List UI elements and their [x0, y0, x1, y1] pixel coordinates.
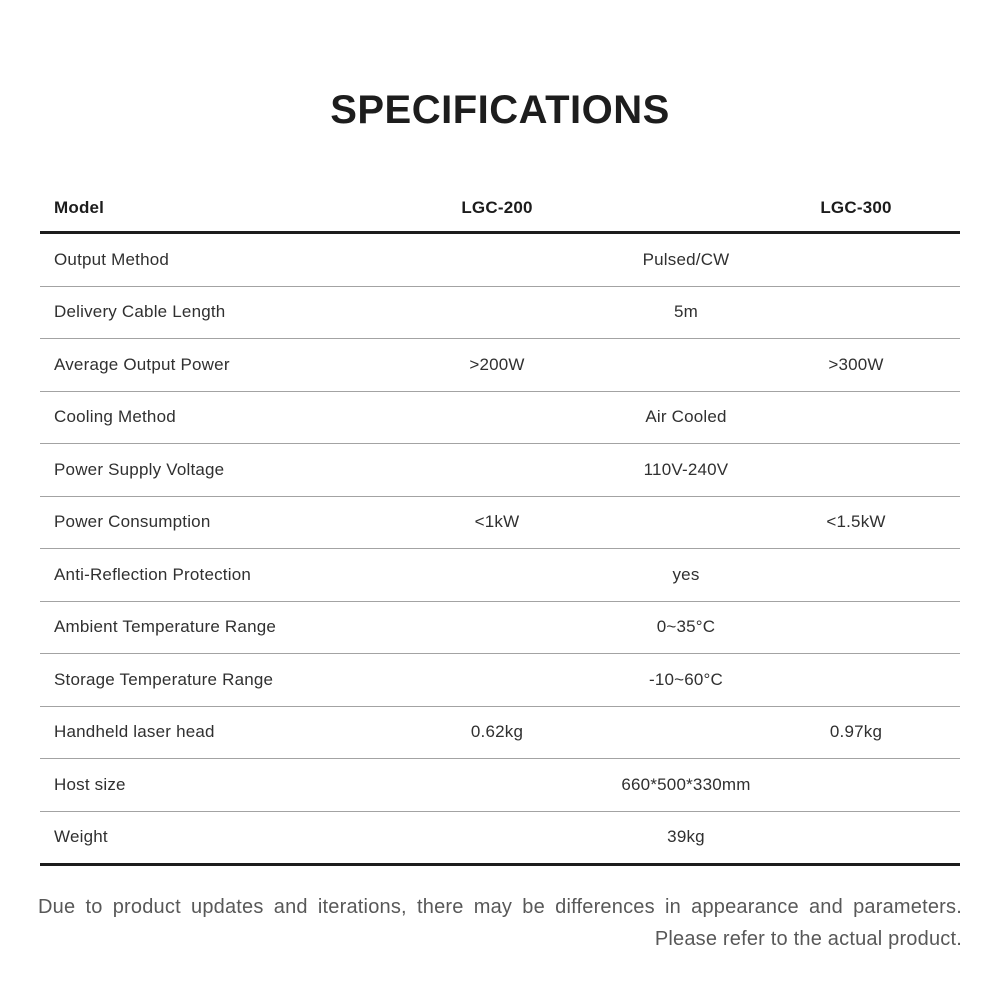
disclaimer [38, 892, 962, 955]
row-label: Power Consumption [54, 512, 211, 532]
row-label: Host size [54, 774, 126, 794]
header-model-lgc-200: LGC-200 [461, 197, 533, 217]
row-label: Weight [54, 827, 108, 847]
row-value-lgc-200: 0.62kg [470, 722, 524, 742]
header-model-label: Model [54, 197, 105, 217]
row-value-lgc-300: >300W [828, 354, 884, 374]
row-label: Storage Temperature Range [54, 669, 274, 689]
table-row [40, 759, 960, 812]
table-row [40, 234, 960, 287]
disclaimer-line-2: Please refer to the actual product. [654, 927, 962, 950]
row-value-merged: 39kg [667, 827, 705, 847]
row-value-merged: 110V-240V [643, 459, 729, 479]
disclaimer-line-1: Due to product updates and iterations, there may be differences in appearance and parameters. [38, 896, 962, 918]
table-row [40, 444, 960, 497]
row-label: Handheld laser head [54, 722, 215, 742]
row-value-lgc-300: 0.97kg [829, 722, 883, 742]
row-label: Output Method [54, 249, 170, 269]
row-value-merged: Air Cooled [645, 407, 727, 427]
row-value-lgc-300: <1.5kW [826, 512, 886, 532]
row-value-merged: 0~35°C [656, 617, 716, 637]
table-row [40, 654, 960, 707]
table-row [40, 812, 960, 864]
row-value-merged: yes [672, 564, 700, 584]
table-row [40, 497, 960, 550]
row-label: Average Output Power [54, 354, 230, 374]
row-label: Power Supply Voltage [54, 459, 225, 479]
table-row [40, 392, 960, 445]
table-row [40, 707, 960, 760]
row-label: Cooling Method [54, 407, 176, 427]
table-row [40, 549, 960, 602]
table-row [40, 339, 960, 392]
table-body [40, 234, 960, 863]
row-value-merged: Pulsed/CW [642, 249, 730, 269]
header-model-lgc-300: LGC-300 [820, 197, 892, 217]
row-value-merged: 660*500*330mm [621, 774, 751, 794]
row-value-merged: 5m [673, 302, 699, 322]
table-row [40, 602, 960, 655]
row-label: Delivery Cable Length [54, 302, 226, 322]
row-value-lgc-200: >200W [469, 354, 525, 374]
row-label: Ambient Temperature Range [54, 617, 277, 637]
row-value-merged: -10~60°C [648, 669, 724, 689]
table-row [40, 287, 960, 340]
row-value-lgc-200: <1kW [474, 512, 520, 532]
spec-table [40, 184, 960, 866]
page-title: SPECIFICATIONS [330, 88, 670, 132]
table-header-row [40, 184, 960, 234]
row-label: Anti-Reflection Protection [54, 564, 252, 584]
